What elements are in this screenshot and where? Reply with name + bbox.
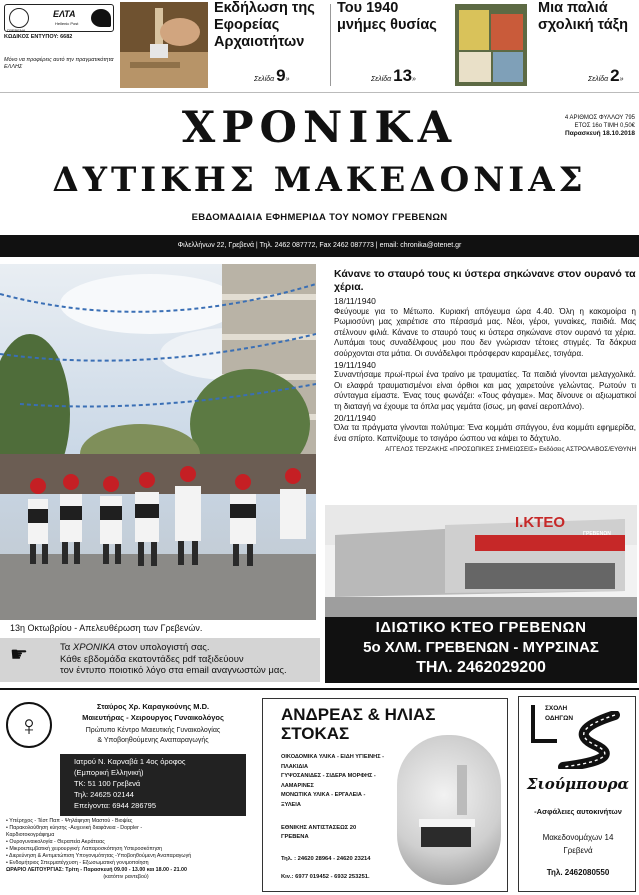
- teaser-1-page-label: Σελίδα: [254, 76, 275, 83]
- photo-caption: 13η Οκτωβρίου - Απελευθέρωση των Γρεβενών.: [10, 623, 203, 633]
- stokas-address-1: ΕΘΝΙΚΗΣ ΑΝΤΙΣΤΑΣΕΩΣ 20: [281, 825, 357, 831]
- kteo-sign-main: I.KTEO: [515, 514, 566, 531]
- stokas-product: ΓΥΨΟΣΑΝΙΔΕΣ - ΣΙΔΕΡΑ ΜΟΡΦΗΣ -: [281, 773, 376, 779]
- school-label-2: ΟΔΗΓΩΝ: [545, 715, 574, 722]
- brush-hand-illustration: [120, 2, 208, 88]
- driving-school-ad[interactable]: [518, 696, 636, 892]
- doctor-address-1: Ιατρού Ν. Καρναβά 1 4ος όροφος: [74, 757, 186, 766]
- teaser-1[interactable]: [214, 0, 322, 90]
- article-source: ΑΓΓΕΛΟΣ ΤΕΡΖΑΚΗΣ «ΠΡΟΣΩΠΙΚΕΣ ΣΗΜΕΙΩΣΕΙΣ» Εκδόσεις ΑΣΤΡΟΛΑΒΟΣ/ΕΥΘΥΝΗ: [385, 446, 636, 454]
- doctor-address-3: ΤΚ: 51 100 Γρεβενά: [74, 779, 141, 788]
- teaser-3-page[interactable]: [588, 66, 623, 86]
- school-books-illustration: [455, 4, 527, 86]
- doctor-hours-note: (κατόπιν ραντεβού): [103, 874, 149, 880]
- issue-info: [505, 114, 635, 138]
- promo-line-2: Κάθε εβδομάδα εκατοντάδες pdf ταξιδεύουν: [60, 653, 244, 665]
- teaser-1-page-number: 9: [276, 66, 286, 85]
- article-paragraph-3: Όλα τα πράγματα γίνονται πολύτιμα: Ένα κομμάτι σπάγγου, ένα κομμάτι εφημερίδα, ένα σπίρτο. Καπνίζουμε το τσιγάρο ώσπου να κάψει το δάχτυλο.: [334, 423, 636, 443]
- postmark-circle: [9, 8, 29, 28]
- article-paragraph-1: Φεύγουμε για το Μέτωπο. Κυριακή απόγευμα ώρα 4.40. Όλη η κακομοίρα η Ρωμιοσύνη μας χαιρέτισε στο πέρασμά μας. Νέοι, γέροι, γυναίκες, παιδιά. Μας στέλνουν φιλιά. Κάνανε το σταυρό τους κι ύστερα σηκώνανε στον ουρανό τα χέρια. Λυπάμαι τους συναδέλφους μου που δεν γνώρισαν τέτοιες στιγμές. Τα δάκρυα σούρχονται στα μάτια. Οι συνάδελφοι πρόσφεραν καραμέλες, τσιγάρα.: [334, 306, 636, 358]
- stokas-product: ΛΑΜΑΡΙΝΕΣ: [281, 782, 314, 789]
- postage-stamp: [4, 4, 114, 32]
- issue-number: 4 ΑΡΙΘΜΟΣ ΦΥΛΛΟΥ 795: [564, 115, 635, 121]
- article-paragraph-2: Συναντήσαμε πρωί-πρωί ένα τραίνο με τραυματίες. Τα παιδιά γίνονται μελαγχολικά. Οι ελαφρά τραυματισμένοι είναι όρθιοι και μας χαιρετούνε γελώντας. Ρωτούν τι σύνταγμα είμαστε. Ένας τους φωνάζει: «Τους φάγαμε». Μας δίνουνε οι αξιωματικοί τη διαταγή να έχουμε τα όπλα μας γεμάτα (ίσως, μη φανεί αεροπλάνο).: [334, 370, 636, 411]
- teaser-3[interactable]: [538, 0, 638, 90]
- promo-line-1-post: στον υπολογιστή σας.: [115, 642, 210, 653]
- doctor-services: [6, 818, 246, 881]
- service-item: • Ενδομήτριος Σπερματέγχυση - Εξωσωματική γονιμοποίηση: [6, 860, 149, 866]
- service-item: • Υπέρηχος - Τέστ Παπ - Ψηλάφηση Μαστού - Βιοψίες: [6, 818, 133, 824]
- kteo-ad[interactable]: [325, 505, 637, 683]
- article-headline: Κάνανε το σταυρό τους κι ύστερα σηκώνανε στον ουρανό τα χέρια.: [334, 268, 636, 293]
- kteo-title: ΙΔΙΩΤΙΚΟ ΚΤΕΟ ΓΡΕΒΕΝΩΝ: [375, 619, 587, 636]
- teaser-2-page-number: 13: [393, 66, 413, 85]
- teaser-2[interactable]: [337, 0, 443, 90]
- stokas-product: ΜΟΝΩΤΙΚΑ ΥΛΙΚΑ - ΕΡΓΑΛΕΙΑ -: [281, 792, 366, 798]
- driving-school-logo: [525, 701, 631, 769]
- stokas-title-1: ΑΝΔΡΕΑΣ & ΗΛΙΑΣ: [281, 705, 436, 724]
- teaser-2-page[interactable]: [371, 66, 416, 86]
- top-strip-rule: [0, 92, 639, 93]
- doctor-title: Μαιευτήρας - Χειρουργος Γυναικολόγος: [82, 713, 224, 722]
- school-label: ΣΧΟΛΗ: [545, 705, 568, 712]
- road-curve-icon: [555, 711, 625, 769]
- school-name: Σιούμπουρα: [526, 775, 630, 793]
- promo-line-1-brand: ΧΡΟΝΙΚΑ: [72, 642, 116, 653]
- promo-text: [60, 642, 320, 677]
- teaser-1-page-mark: »: [285, 76, 290, 83]
- article-date-1: 18/11/1940: [334, 296, 376, 306]
- teaser-3-page-label: Σελίδα: [588, 76, 609, 83]
- school-address-1: Μακεδονομάχων 14: [542, 833, 614, 842]
- school-phone: Τηλ. 2462080550: [546, 868, 610, 877]
- issue-date: Παρασκευή 18.10.2018: [565, 130, 635, 137]
- teaser-1-title[interactable]: Εκδήλωση της Εφορείας Αρχαιοτήτων: [214, 0, 315, 50]
- doctor-address-2: (Εμπορική Ελληνική): [74, 768, 144, 777]
- teaser-3-image[interactable]: [455, 4, 527, 86]
- teaser-2-page-mark: »: [412, 76, 416, 83]
- contact-bar: Φιλελλήνων 22, Γρεβενά | Τηλ. 2462 087772, Fax 2462 087773 | email: chronika@otenet.gr: [0, 235, 639, 257]
- digital-edition-promo[interactable]: [0, 638, 320, 682]
- postal-info: [0, 0, 118, 88]
- masthead-tagline: ΕΒΔΟΜΑΔΙΑΙΑ ΕΦΗΜΕΡΙΔΑ ΤΟΥ ΝΟΜΟΥ ΓΡΕΒΕΝΩΝ: [191, 212, 448, 223]
- teaser-1-page[interactable]: [254, 66, 289, 86]
- kteo-address: 5ο ΧΛΜ. ΓΡΕΒΕΝΩΝ - ΜΥΡΣΙΝΑΣ: [363, 639, 599, 656]
- bathroom-photo: [397, 735, 501, 885]
- postmark-text: ΓΡΕΒΕΝΑ: [7, 28, 26, 33]
- teaser-3-title[interactable]: Μια παλιά σχολική τάξη: [538, 0, 628, 33]
- service-item: • Παρακολούθηση κύησης -Αυχενική διαφάνεια - Doppler -: [6, 825, 143, 831]
- doctor-phone: Τηλ: 24625 02144: [74, 790, 134, 799]
- teaser-3-page-number: 2: [610, 66, 620, 85]
- hand-pointer-icon: ☛: [10, 644, 28, 666]
- stokas-address-2: ΓΡΕΒΕΝΑ: [281, 834, 309, 840]
- issue-year-price: ΕΤΟΣ 16ο ΤΙΜΗ 0,50€: [574, 123, 635, 129]
- doctor-role-2: & Υποβοηθούμενης Αναπαραγωγής: [97, 737, 209, 744]
- masthead-subtitle-region: ΔΥΤΙΚΗΣ ΜΑΚΕΔΟΝΙΑΣ: [52, 160, 587, 200]
- bathroom-vanity-illustration: [397, 735, 501, 885]
- doctor-ad[interactable]: [2, 694, 250, 894]
- service-item: • Μικροεπεμβατική χειρουργική: Λαπαροσκόπηση Υστεροσκόπηση: [6, 846, 163, 852]
- teaser-2-title[interactable]: Του 1940 μνήμες θυσίας: [337, 0, 437, 33]
- masthead-title: ΧΡΟΝΙΚΑ: [181, 103, 458, 153]
- venus-logo-icon: ♀: [6, 702, 52, 748]
- teaser-divider: [330, 4, 331, 86]
- teaser-3-page-mark: »: [619, 76, 624, 83]
- teaser-1-image[interactable]: [120, 2, 208, 88]
- postal-note: Μόνο να προφέρεις αυτό την πραγματικότητα ΕΛΛΗΣ: [4, 57, 114, 70]
- kteo-phone: ΤΗΛ. 2462029200: [416, 659, 546, 676]
- stokas-tel: Τηλ. : 24620 28964 - 24620 23214: [281, 856, 371, 862]
- school-address-2: Γρεβενά: [563, 846, 593, 855]
- promo-line-1-pre: Τα: [60, 642, 73, 653]
- school-tagline: -Ασφάλειες αυτοκινήτων: [534, 807, 622, 816]
- promo-line-3: τον έντυπο ποιοτικό λόγο στα email αναγνωστών μας.: [60, 665, 287, 676]
- article-wwii-diary: [334, 268, 636, 456]
- service-item: Καρδιοτοκογράφημα: [6, 832, 55, 838]
- stokas-title-2: ΣΤΟΚΑΣ: [281, 724, 350, 743]
- elta-sub-text: Hellenic Post: [55, 21, 79, 26]
- doctor-mobile: Επείγοντα: 6944 286795: [74, 801, 157, 810]
- teaser-2-page-label: Σελίδα: [371, 76, 392, 83]
- parade-scene: [0, 264, 316, 620]
- elta-logo-text: ΕΛΤΑ: [53, 9, 76, 19]
- stokas-product: ΠΛΑΚΙΔΙΑ: [281, 763, 309, 770]
- doctor-hours: ΩΡΑΡΙΟ ΛΕΙΤΟΥΡΓΙΑΣ: Τρίτη - Παρασκευή 09.00 - 13.00 και 18.00 - 21.00: [6, 867, 187, 873]
- stokas-product: ΟΙΚΟΔΟΜΙΚΑ ΥΛΙΚΑ - ΕΙΔΗ ΥΓΙΕΙΝΗΣ -: [281, 754, 384, 760]
- hermes-logo-icon: [91, 9, 111, 27]
- service-item: • Διερεύνηση & Αντιμετώπιση Υπογονιμότητας -Υποβοηθούμενη Αναπαραγωγή: [6, 853, 192, 859]
- promo-line-1: [60, 642, 320, 654]
- ads-divider: [0, 688, 639, 690]
- stokas-product: ΞΥΛΕΙΑ: [281, 801, 301, 808]
- kteo-sign-side: ΓΡΕΒΕΝΩΝ: [583, 531, 611, 537]
- parade-photo: [0, 264, 316, 620]
- stokas-mobile: Κιν.: 6977 019452 - 6932 253251.: [281, 874, 370, 880]
- doctor-contact-box: [60, 754, 246, 816]
- doctor-role-1: Πρώτυπο Κέντρο Μαιευτικής Γυναικολογίας: [85, 727, 221, 734]
- kteo-building-photo: [325, 505, 637, 617]
- publication-code: ΚΩΔΙΚΟΣ ΕΝΤΥΠΟΥ: 6682: [4, 34, 73, 40]
- service-item: • Ουρογυναικολογία - Θεραπεία Ακράτειας: [6, 839, 105, 845]
- doctor-name: Σταύρος Χρ. Καραγκούνης M.D.: [96, 702, 210, 711]
- stokas-products: [281, 753, 401, 810]
- article-date-2: 19/11/1940: [334, 359, 376, 370]
- stokas-ad[interactable]: [262, 698, 508, 892]
- article-date-3: 20/11/1940: [334, 412, 376, 423]
